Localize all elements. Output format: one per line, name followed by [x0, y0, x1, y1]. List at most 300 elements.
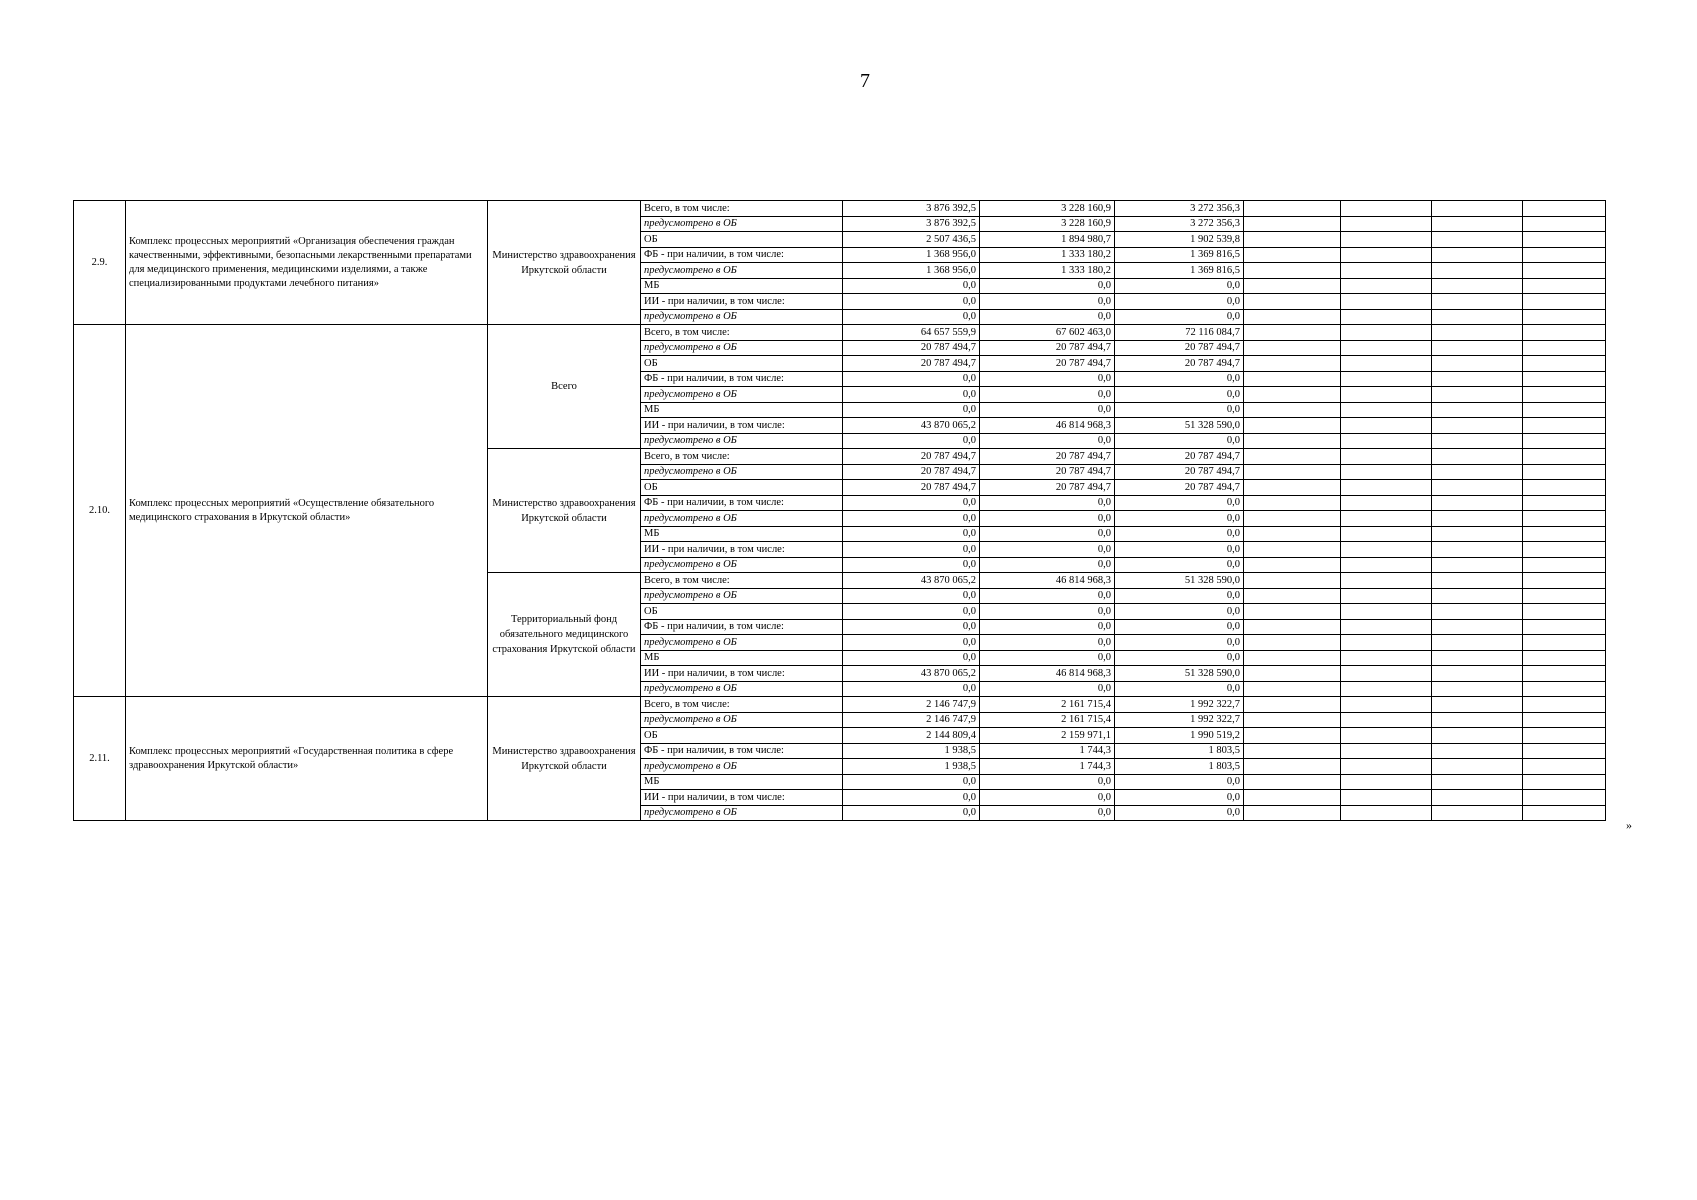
funding-value: 1 992 322,7	[1115, 697, 1244, 713]
funding-value: 1 938,5	[843, 759, 980, 775]
page-number: 7	[860, 70, 870, 92]
empty-cell	[1523, 247, 1606, 263]
empty-cell	[1523, 278, 1606, 294]
funding-value: 1 803,5	[1115, 759, 1244, 775]
empty-cell	[1432, 511, 1523, 527]
funding-value: 20 787 494,7	[980, 464, 1115, 480]
empty-cell	[1432, 495, 1523, 511]
empty-cell	[1244, 604, 1341, 620]
empty-cell	[1432, 526, 1523, 542]
empty-cell	[1523, 619, 1606, 635]
funding-value: 0,0	[1115, 371, 1244, 387]
funding-value: 0,0	[843, 604, 980, 620]
funding-value: 0,0	[1115, 588, 1244, 604]
funding-value: 0,0	[843, 294, 980, 310]
empty-cell	[1244, 743, 1341, 759]
funding-source-label: предусмотрено в ОБ	[641, 635, 843, 651]
funding-source-label: МБ	[641, 650, 843, 666]
funding-source-label: ИИ - при наличии, в том числе:	[641, 790, 843, 806]
funding-value: 0,0	[843, 557, 980, 573]
funding-value: 0,0	[843, 309, 980, 325]
funding-value: 2 507 436,5	[843, 232, 980, 248]
funding-value: 0,0	[843, 278, 980, 294]
empty-cell	[1244, 263, 1341, 279]
empty-cell	[1244, 340, 1341, 356]
empty-cell	[1341, 418, 1432, 434]
funding-value: 0,0	[1115, 681, 1244, 697]
funding-value: 1 744,3	[980, 743, 1115, 759]
funding-value: 2 159 971,1	[980, 728, 1115, 744]
closing-quote: »	[1626, 818, 1632, 832]
empty-cell	[1523, 232, 1606, 248]
funding-value: 0,0	[1115, 278, 1244, 294]
funding-value: 20 787 494,7	[1115, 480, 1244, 496]
funding-value: 72 116 084,7	[1115, 325, 1244, 341]
budget-table	[73, 200, 1606, 821]
empty-cell	[1341, 201, 1432, 217]
funding-source-label: предусмотрено в ОБ	[641, 216, 843, 232]
funding-value: 0,0	[1115, 294, 1244, 310]
empty-cell	[1523, 759, 1606, 775]
funding-value: 43 870 065,2	[843, 666, 980, 682]
empty-cell	[1244, 666, 1341, 682]
responsible-executor: Территориальный фонд обязательного медицинского страхования Иркутской области	[488, 573, 641, 697]
empty-cell	[1341, 294, 1432, 310]
funding-value: 0,0	[1115, 526, 1244, 542]
empty-cell	[1432, 402, 1523, 418]
funding-value: 0,0	[1115, 387, 1244, 403]
empty-cell	[1523, 402, 1606, 418]
empty-cell	[1523, 294, 1606, 310]
funding-value: 0,0	[1115, 790, 1244, 806]
empty-cell	[1244, 774, 1341, 790]
funding-source-label: предусмотрено в ОБ	[641, 511, 843, 527]
funding-value: 1 333 180,2	[980, 247, 1115, 263]
empty-cell	[1244, 278, 1341, 294]
empty-cell	[1341, 464, 1432, 480]
responsible-executor: Министерство здравоохранения Иркутской области	[488, 697, 641, 821]
empty-cell	[1244, 712, 1341, 728]
empty-cell	[1244, 573, 1341, 589]
empty-cell	[1244, 542, 1341, 558]
empty-cell	[1432, 635, 1523, 651]
funding-value: 0,0	[843, 495, 980, 511]
funding-value: 0,0	[980, 619, 1115, 635]
empty-cell	[1341, 387, 1432, 403]
empty-cell	[1244, 309, 1341, 325]
empty-cell	[1523, 573, 1606, 589]
empty-cell	[1432, 542, 1523, 558]
funding-value: 0,0	[980, 681, 1115, 697]
funding-source-label: ФБ - при наличии, в том числе:	[641, 619, 843, 635]
funding-value: 0,0	[843, 790, 980, 806]
funding-value: 51 328 590,0	[1115, 573, 1244, 589]
funding-value: 1 938,5	[843, 743, 980, 759]
funding-value: 0,0	[1115, 619, 1244, 635]
funding-value: 0,0	[843, 371, 980, 387]
funding-source-label: предусмотрено в ОБ	[641, 759, 843, 775]
funding-value: 0,0	[843, 511, 980, 527]
empty-cell	[1523, 635, 1606, 651]
funding-source-label: МБ	[641, 402, 843, 418]
section-name: Комплекс процессных мероприятий «Организация обеспечения граждан качественными, эффективными, безопасными лекарственными препаратами для медицинского применения, медицинскими изделиями, а также специализированными продуктами лечебного питания»	[126, 201, 488, 325]
empty-cell	[1523, 340, 1606, 356]
empty-cell	[1341, 511, 1432, 527]
empty-cell	[1432, 294, 1523, 310]
empty-cell	[1523, 542, 1606, 558]
funding-value: 2 161 715,4	[980, 697, 1115, 713]
funding-value: 0,0	[980, 371, 1115, 387]
funding-value: 20 787 494,7	[843, 449, 980, 465]
empty-cell	[1341, 433, 1432, 449]
empty-cell	[1244, 790, 1341, 806]
empty-cell	[1341, 371, 1432, 387]
funding-value: 0,0	[843, 387, 980, 403]
funding-value: 1 990 519,2	[1115, 728, 1244, 744]
funding-value: 1 369 816,5	[1115, 263, 1244, 279]
funding-value: 0,0	[980, 774, 1115, 790]
funding-value: 1 368 956,0	[843, 263, 980, 279]
empty-cell	[1244, 511, 1341, 527]
empty-cell	[1523, 650, 1606, 666]
funding-value: 0,0	[980, 542, 1115, 558]
funding-value: 20 787 494,7	[980, 480, 1115, 496]
empty-cell	[1432, 216, 1523, 232]
empty-cell	[1432, 728, 1523, 744]
funding-value: 1 803,5	[1115, 743, 1244, 759]
empty-cell	[1341, 697, 1432, 713]
funding-value: 0,0	[1115, 650, 1244, 666]
funding-value: 0,0	[843, 805, 980, 821]
funding-value: 0,0	[1115, 604, 1244, 620]
empty-cell	[1432, 619, 1523, 635]
funding-value: 46 814 968,3	[980, 418, 1115, 434]
funding-value: 46 814 968,3	[980, 573, 1115, 589]
funding-value: 3 272 356,3	[1115, 216, 1244, 232]
empty-cell	[1432, 433, 1523, 449]
empty-cell	[1244, 418, 1341, 434]
empty-cell	[1244, 247, 1341, 263]
funding-value: 2 161 715,4	[980, 712, 1115, 728]
funding-value: 0,0	[843, 619, 980, 635]
funding-value: 0,0	[980, 278, 1115, 294]
section-name: Комплекс процессных мероприятий «Осуществление обязательного медицинского страхования в Иркутской области»	[126, 325, 488, 697]
funding-value: 0,0	[843, 588, 980, 604]
funding-value: 0,0	[843, 635, 980, 651]
funding-value: 0,0	[843, 774, 980, 790]
funding-value: 0,0	[980, 309, 1115, 325]
empty-cell	[1523, 433, 1606, 449]
funding-value: 51 328 590,0	[1115, 418, 1244, 434]
funding-value: 0,0	[980, 805, 1115, 821]
empty-cell	[1523, 418, 1606, 434]
empty-cell	[1523, 263, 1606, 279]
funding-source-label: предусмотрено в ОБ	[641, 340, 843, 356]
funding-source-label: ИИ - при наличии, в том числе:	[641, 294, 843, 310]
funding-source-label: Всего, в том числе:	[641, 325, 843, 341]
empty-cell	[1341, 263, 1432, 279]
funding-value: 0,0	[980, 294, 1115, 310]
funding-source-label: предусмотрено в ОБ	[641, 588, 843, 604]
empty-cell	[1244, 433, 1341, 449]
empty-cell	[1341, 681, 1432, 697]
empty-cell	[1432, 247, 1523, 263]
empty-cell	[1523, 666, 1606, 682]
funding-value: 2 146 747,9	[843, 697, 980, 713]
empty-cell	[1244, 449, 1341, 465]
funding-source-label: ОБ	[641, 232, 843, 248]
funding-value: 0,0	[1115, 495, 1244, 511]
empty-cell	[1523, 356, 1606, 372]
funding-source-label: ФБ - при наличии, в том числе:	[641, 743, 843, 759]
empty-cell	[1341, 542, 1432, 558]
funding-value: 0,0	[980, 650, 1115, 666]
empty-cell	[1432, 805, 1523, 821]
funding-value: 0,0	[1115, 542, 1244, 558]
empty-cell	[1432, 278, 1523, 294]
empty-cell	[1432, 201, 1523, 217]
funding-value: 51 328 590,0	[1115, 666, 1244, 682]
funding-value: 43 870 065,2	[843, 573, 980, 589]
funding-value: 0,0	[980, 588, 1115, 604]
empty-cell	[1244, 728, 1341, 744]
empty-cell	[1341, 743, 1432, 759]
empty-cell	[1341, 402, 1432, 418]
funding-source-label: ОБ	[641, 356, 843, 372]
empty-cell	[1341, 619, 1432, 635]
funding-value: 20 787 494,7	[1115, 340, 1244, 356]
empty-cell	[1523, 588, 1606, 604]
funding-source-label: ФБ - при наличии, в том числе:	[641, 495, 843, 511]
section-number: 2.11.	[74, 697, 126, 821]
funding-source-label: предусмотрено в ОБ	[641, 263, 843, 279]
empty-cell	[1432, 387, 1523, 403]
funding-value: 46 814 968,3	[980, 666, 1115, 682]
funding-value: 2 144 809,4	[843, 728, 980, 744]
empty-cell	[1244, 650, 1341, 666]
empty-cell	[1244, 480, 1341, 496]
empty-cell	[1523, 790, 1606, 806]
empty-cell	[1341, 712, 1432, 728]
empty-cell	[1523, 201, 1606, 217]
funding-source-label: предусмотрено в ОБ	[641, 464, 843, 480]
funding-source-label: ИИ - при наличии, в том числе:	[641, 666, 843, 682]
funding-source-label: ИИ - при наличии, в том числе:	[641, 542, 843, 558]
empty-cell	[1341, 495, 1432, 511]
funding-source-label: МБ	[641, 526, 843, 542]
empty-cell	[1244, 697, 1341, 713]
empty-cell	[1341, 635, 1432, 651]
empty-cell	[1341, 588, 1432, 604]
funding-value: 0,0	[980, 511, 1115, 527]
table-row	[74, 201, 1606, 217]
responsible-executor: Министерство здравоохранения Иркутской области	[488, 449, 641, 573]
funding-value: 20 787 494,7	[843, 356, 980, 372]
empty-cell	[1523, 480, 1606, 496]
funding-source-label: предусмотрено в ОБ	[641, 557, 843, 573]
funding-value: 0,0	[843, 402, 980, 418]
funding-value: 1 902 539,8	[1115, 232, 1244, 248]
funding-value: 1 894 980,7	[980, 232, 1115, 248]
empty-cell	[1523, 557, 1606, 573]
empty-cell	[1523, 743, 1606, 759]
funding-source-label: ФБ - при наличии, в том числе:	[641, 247, 843, 263]
empty-cell	[1523, 728, 1606, 744]
empty-cell	[1432, 697, 1523, 713]
funding-source-label: предусмотрено в ОБ	[641, 805, 843, 821]
empty-cell	[1432, 309, 1523, 325]
empty-cell	[1523, 712, 1606, 728]
funding-source-label: ОБ	[641, 728, 843, 744]
funding-value: 67 602 463,0	[980, 325, 1115, 341]
section-name: Комплекс процессных мероприятий «Государственная политика в сфере здравоохранения Иркутской области»	[126, 697, 488, 821]
section-number: 2.10.	[74, 325, 126, 697]
empty-cell	[1341, 480, 1432, 496]
empty-cell	[1432, 712, 1523, 728]
empty-cell	[1432, 557, 1523, 573]
funding-value: 3 228 160,9	[980, 201, 1115, 217]
empty-cell	[1341, 232, 1432, 248]
empty-cell	[1341, 216, 1432, 232]
empty-cell	[1341, 278, 1432, 294]
empty-cell	[1341, 340, 1432, 356]
empty-cell	[1341, 774, 1432, 790]
funding-value: 3 272 356,3	[1115, 201, 1244, 217]
funding-source-label: ФБ - при наличии, в том числе:	[641, 371, 843, 387]
empty-cell	[1341, 325, 1432, 341]
empty-cell	[1432, 573, 1523, 589]
funding-source-label: МБ	[641, 278, 843, 294]
funding-source-label: предусмотрено в ОБ	[641, 681, 843, 697]
funding-source-label: МБ	[641, 774, 843, 790]
empty-cell	[1341, 526, 1432, 542]
empty-cell	[1244, 635, 1341, 651]
empty-cell	[1523, 387, 1606, 403]
empty-cell	[1523, 325, 1606, 341]
empty-cell	[1341, 449, 1432, 465]
funding-source-label: Всего, в том числе:	[641, 449, 843, 465]
funding-value: 20 787 494,7	[843, 340, 980, 356]
empty-cell	[1341, 666, 1432, 682]
funding-value: 0,0	[980, 557, 1115, 573]
funding-value: 1 369 816,5	[1115, 247, 1244, 263]
funding-value: 0,0	[1115, 309, 1244, 325]
funding-value: 20 787 494,7	[1115, 464, 1244, 480]
funding-value: 3 228 160,9	[980, 216, 1115, 232]
empty-cell	[1244, 325, 1341, 341]
funding-source-label: ОБ	[641, 604, 843, 620]
empty-cell	[1244, 557, 1341, 573]
section-number: 2.9.	[74, 201, 126, 325]
funding-value: 0,0	[980, 604, 1115, 620]
table-row	[74, 325, 1606, 341]
funding-value: 1 368 956,0	[843, 247, 980, 263]
empty-cell	[1432, 263, 1523, 279]
empty-cell	[1432, 743, 1523, 759]
empty-cell	[1432, 480, 1523, 496]
funding-source-label: предусмотрено в ОБ	[641, 387, 843, 403]
empty-cell	[1523, 526, 1606, 542]
empty-cell	[1341, 557, 1432, 573]
empty-cell	[1432, 418, 1523, 434]
empty-cell	[1341, 790, 1432, 806]
empty-cell	[1523, 511, 1606, 527]
funding-source-label: ОБ	[641, 480, 843, 496]
funding-value: 20 787 494,7	[1115, 449, 1244, 465]
empty-cell	[1523, 681, 1606, 697]
funding-value: 0,0	[980, 433, 1115, 449]
empty-cell	[1432, 604, 1523, 620]
responsible-executor: Министерство здравоохранения Иркутской области	[488, 201, 641, 325]
empty-cell	[1244, 495, 1341, 511]
empty-cell	[1341, 650, 1432, 666]
empty-cell	[1523, 216, 1606, 232]
empty-cell	[1432, 232, 1523, 248]
empty-cell	[1244, 464, 1341, 480]
empty-cell	[1432, 325, 1523, 341]
funding-value: 20 787 494,7	[980, 449, 1115, 465]
empty-cell	[1341, 805, 1432, 821]
empty-cell	[1432, 759, 1523, 775]
empty-cell	[1523, 697, 1606, 713]
funding-value: 1 992 322,7	[1115, 712, 1244, 728]
empty-cell	[1244, 402, 1341, 418]
funding-value: 0,0	[843, 542, 980, 558]
empty-cell	[1341, 356, 1432, 372]
empty-cell	[1244, 387, 1341, 403]
empty-cell	[1341, 728, 1432, 744]
funding-value: 0,0	[843, 526, 980, 542]
funding-value: 0,0	[1115, 557, 1244, 573]
empty-cell	[1523, 449, 1606, 465]
funding-value: 0,0	[843, 650, 980, 666]
empty-cell	[1523, 805, 1606, 821]
empty-cell	[1432, 650, 1523, 666]
empty-cell	[1523, 309, 1606, 325]
funding-value: 20 787 494,7	[843, 480, 980, 496]
empty-cell	[1341, 759, 1432, 775]
funding-value: 0,0	[980, 526, 1115, 542]
funding-value: 0,0	[1115, 774, 1244, 790]
empty-cell	[1244, 356, 1341, 372]
funding-source-label: ИИ - при наличии, в том числе:	[641, 418, 843, 434]
funding-value: 0,0	[980, 495, 1115, 511]
empty-cell	[1341, 309, 1432, 325]
funding-value: 0,0	[1115, 402, 1244, 418]
empty-cell	[1432, 774, 1523, 790]
responsible-executor: Всего	[488, 325, 641, 449]
empty-cell	[1244, 681, 1341, 697]
funding-value: 0,0	[843, 433, 980, 449]
empty-cell	[1432, 464, 1523, 480]
funding-value: 64 657 559,9	[843, 325, 980, 341]
funding-value: 20 787 494,7	[980, 356, 1115, 372]
empty-cell	[1432, 356, 1523, 372]
empty-cell	[1432, 340, 1523, 356]
empty-cell	[1523, 495, 1606, 511]
empty-cell	[1244, 759, 1341, 775]
empty-cell	[1432, 588, 1523, 604]
empty-cell	[1244, 371, 1341, 387]
empty-cell	[1523, 604, 1606, 620]
funding-source-label: предусмотрено в ОБ	[641, 433, 843, 449]
funding-value: 0,0	[1115, 511, 1244, 527]
funding-value: 20 787 494,7	[980, 340, 1115, 356]
funding-value: 0,0	[980, 790, 1115, 806]
empty-cell	[1432, 666, 1523, 682]
funding-source-label: Всего, в том числе:	[641, 697, 843, 713]
empty-cell	[1432, 371, 1523, 387]
